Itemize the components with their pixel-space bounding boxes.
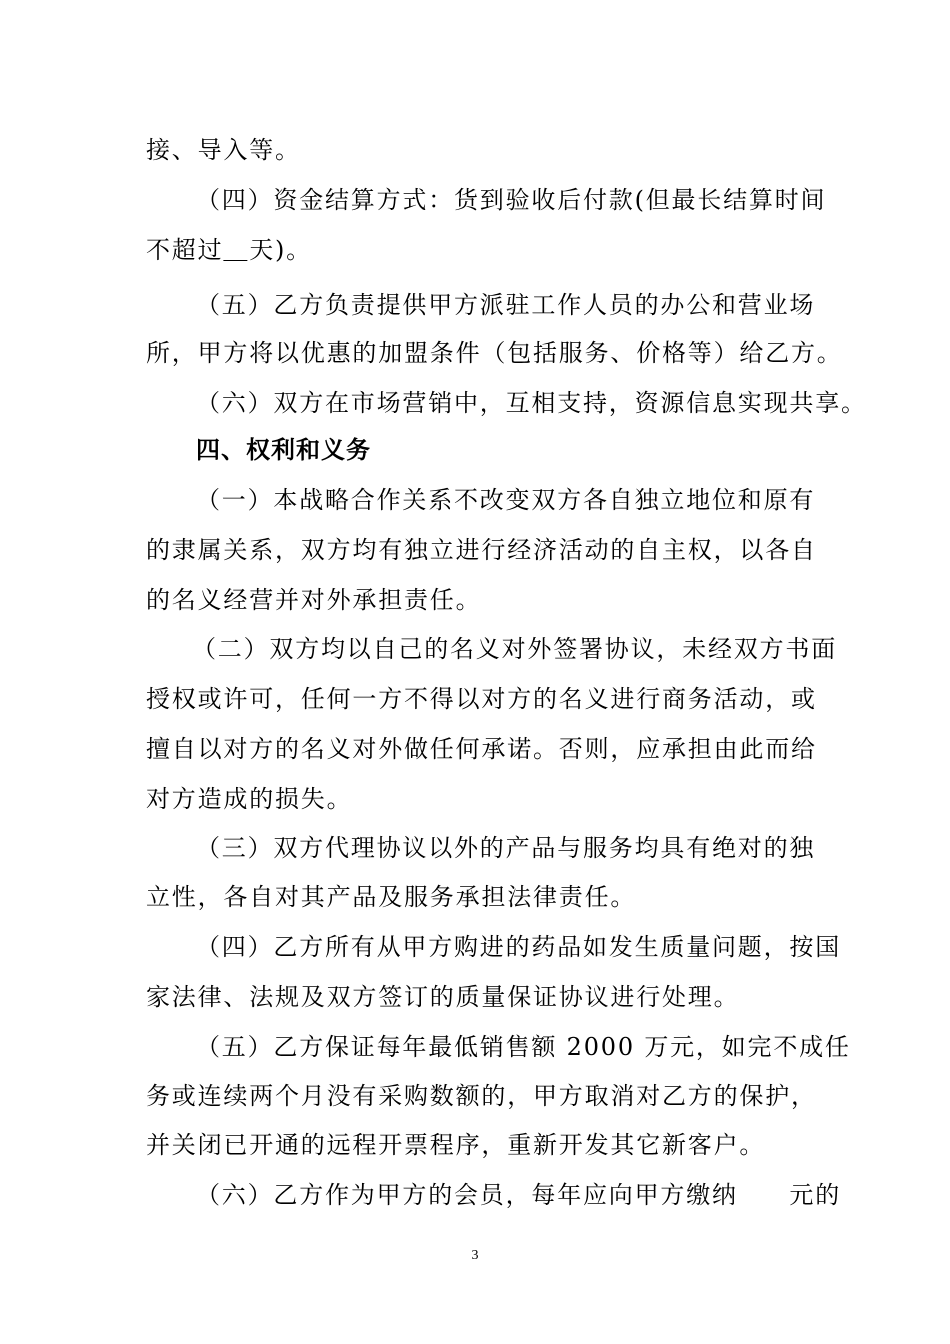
text-line-17: 家法律、法规及双方签订的质量保证协议进行处理。	[146, 983, 740, 1011]
text-line-10: （二）双方均以自己的名义对外签署协议，未经双方书面	[192, 635, 837, 663]
text-line-15: 立性，各自对其产品及服务承担法律责任。	[146, 883, 637, 911]
text-line-18: （五）乙方保证每年最低销售额 2000 万元，如完不成任	[196, 1033, 851, 1061]
text-line-14: （三）双方代理协议以外的产品与服务均具有绝对的独	[196, 834, 816, 862]
text-line-13: 对方造成的损失。	[146, 785, 353, 813]
text-line-2: （四）资金结算方式：货到验收后付款(但最长结算时间	[196, 186, 827, 214]
text-line-4: （五）乙方负责提供甲方派驻工作人员的办公和营业场	[196, 291, 816, 319]
text-line-9: 的名义经营并对外承担责任。	[146, 586, 482, 614]
section-heading: 四、权利和义务	[196, 436, 371, 464]
text-line-6: （六）双方在市场营销中，互相支持，资源信息实现共享。	[196, 389, 867, 417]
page-number: 3	[471, 1248, 479, 1263]
text-line-12: 擅自以对方的名义对外做任何承诺。否则，应承担由此而给	[146, 735, 817, 763]
text-line-16: （四）乙方所有从甲方购进的药品如发生质量问题，按国	[196, 933, 841, 961]
text-line-7: （一）本战略合作关系不改变双方各自独立地位和原有	[196, 486, 816, 514]
text-line-8: 的隶属关系，双方均有独立进行经济活动的自主权，以各自	[146, 536, 817, 564]
text-line-19: 务或连续两个月没有采购数额的，甲方取消对乙方的保护，	[146, 1082, 817, 1110]
text-line-21: （六）乙方作为甲方的会员，每年应向甲方缴纳 元的	[196, 1181, 841, 1209]
text-line-5: 所，甲方将以优惠的加盟条件（包括服务、价格等）给乙方。	[146, 339, 843, 367]
text-line-1: 接、导入等。	[146, 136, 301, 164]
text-line-3: 不超过＿天)。	[146, 236, 312, 264]
text-line-20: 并关闭已开通的远程开票程序，重新开发其它新客户。	[146, 1131, 766, 1159]
text-line-11: 授权或许可，任何一方不得以对方的名义进行商务活动，或	[146, 685, 817, 713]
